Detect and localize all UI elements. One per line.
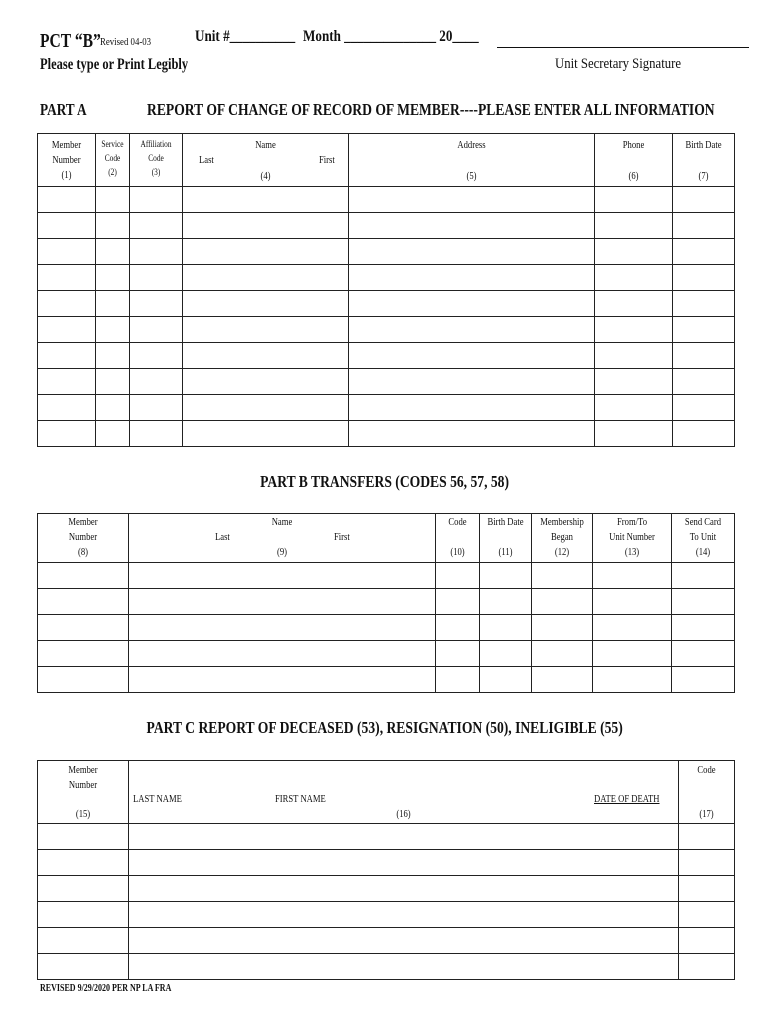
part-a-cell[interactable]: [38, 265, 96, 291]
part-b-row: [38, 589, 735, 615]
part-c-header-row: [38, 761, 735, 824]
part-a-cell[interactable]: [96, 369, 130, 395]
part-b-cell[interactable]: [129, 563, 436, 589]
col-name: Name Last First (9): [129, 514, 436, 563]
part-a-cell[interactable]: [38, 291, 96, 317]
part-b-cell[interactable]: [593, 667, 672, 693]
part-a-row: [38, 395, 735, 421]
part-b-cell[interactable]: [436, 667, 480, 693]
part-b-row: [38, 563, 735, 589]
part-a-cell[interactable]: [38, 343, 96, 369]
col-code: Code (10): [436, 514, 480, 563]
part-a-cell[interactable]: [673, 369, 735, 395]
part-a-cell[interactable]: [183, 369, 349, 395]
part-c-cell[interactable]: [129, 928, 679, 954]
part-a-cell[interactable]: [595, 343, 673, 369]
col-birth-date: Birth Date (11): [480, 514, 532, 563]
part-a-cell[interactable]: [349, 343, 595, 369]
part-b-cell[interactable]: [672, 641, 735, 667]
part-a-cell[interactable]: [595, 421, 673, 447]
part-c-cell[interactable]: [38, 954, 129, 980]
part-a-cell[interactable]: [673, 421, 735, 447]
part-b-title: PART B TRANSFERS (CODES 56, 57, 58): [260, 472, 510, 491]
part-c-cell[interactable]: [679, 850, 735, 876]
part-c-cell[interactable]: [129, 876, 679, 902]
part-a-cell[interactable]: [673, 317, 735, 343]
part-a-cell[interactable]: [595, 213, 673, 239]
signature-line[interactable]: [497, 47, 749, 48]
form-id: PCT “B”: [40, 30, 101, 52]
part-b-cell[interactable]: [593, 615, 672, 641]
part-b-cell[interactable]: [532, 563, 593, 589]
part-b-cell[interactable]: [532, 667, 593, 693]
col-phone: Phone (6): [595, 134, 673, 187]
part-b-cell[interactable]: [480, 615, 532, 641]
part-b-cell[interactable]: [129, 641, 436, 667]
part-b-cell[interactable]: [532, 641, 593, 667]
part-b-cell[interactable]: [480, 563, 532, 589]
part-b-table: [37, 513, 735, 693]
part-a-cell[interactable]: [38, 187, 96, 213]
col-send-card: Send Card To Unit (14): [672, 514, 735, 563]
part-c-cell[interactable]: [679, 824, 735, 850]
part-a-cell[interactable]: [38, 213, 96, 239]
part-b-cell[interactable]: [129, 667, 436, 693]
part-b-cell[interactable]: [436, 641, 480, 667]
part-a-cell[interactable]: [130, 369, 183, 395]
part-b-cell[interactable]: [672, 563, 735, 589]
part-a-cell[interactable]: [130, 421, 183, 447]
part-a-cell[interactable]: [96, 421, 130, 447]
month-field[interactable]: Month ______________ 20____: [303, 28, 479, 45]
part-c-cell[interactable]: [129, 824, 679, 850]
col-membership-began: Membership Began (12): [532, 514, 593, 563]
part-a-cell[interactable]: [673, 239, 735, 265]
col-address: Address (5): [349, 134, 595, 187]
col-affiliation-code: Affiliation Code (3): [130, 134, 183, 187]
unit-field[interactable]: Unit #__________: [195, 28, 296, 45]
part-a-cell[interactable]: [96, 265, 130, 291]
part-a-cell[interactable]: [130, 187, 183, 213]
part-a-cell[interactable]: [38, 421, 96, 447]
part-a-cell[interactable]: [595, 187, 673, 213]
part-c-cell[interactable]: [679, 928, 735, 954]
part-a-cell[interactable]: [96, 213, 130, 239]
part-a-cell[interactable]: [595, 239, 673, 265]
col-from-to-unit: From/To Unit Number (13): [593, 514, 672, 563]
part-b-cell[interactable]: [38, 667, 129, 693]
part-b-row: [38, 615, 735, 641]
col-code: Code (17): [679, 761, 735, 824]
part-a-cell[interactable]: [183, 291, 349, 317]
part-a-cell[interactable]: [183, 265, 349, 291]
part-a-cell[interactable]: [130, 265, 183, 291]
part-c-cell[interactable]: [38, 902, 129, 928]
part-a-row: [38, 213, 735, 239]
part-c-cell[interactable]: [129, 850, 679, 876]
part-b-cell[interactable]: [532, 589, 593, 615]
part-a-cell[interactable]: [673, 395, 735, 421]
instructions: Please type or Print Legibly: [40, 56, 189, 73]
part-c-row: [38, 850, 735, 876]
part-c-cell[interactable]: [38, 824, 129, 850]
part-a-cell[interactable]: [349, 291, 595, 317]
part-a-cell[interactable]: [349, 239, 595, 265]
part-a-row: [38, 343, 735, 369]
part-c-row: [38, 824, 735, 850]
footer-revision: REVISED 9/29/2020 PER NP LA FRA: [40, 983, 172, 994]
part-c-cell[interactable]: [38, 850, 129, 876]
part-b-cell[interactable]: [672, 615, 735, 641]
col-member-number: Member Number (1): [38, 134, 96, 187]
part-b-cell[interactable]: [436, 563, 480, 589]
part-c-row: [38, 928, 735, 954]
part-b-cell[interactable]: [38, 589, 129, 615]
part-c-cell[interactable]: [38, 928, 129, 954]
col-service-code: Service Code (2): [96, 134, 130, 187]
part-b-row: [38, 667, 735, 693]
part-a-row: [38, 291, 735, 317]
part-a-cell[interactable]: [96, 239, 130, 265]
part-a-cell[interactable]: [349, 421, 595, 447]
part-a-cell[interactable]: [130, 317, 183, 343]
part-b-cell[interactable]: [532, 615, 593, 641]
part-a-cell[interactable]: [38, 239, 96, 265]
part-c-cell[interactable]: [679, 954, 735, 980]
part-a-cell[interactable]: [38, 317, 96, 343]
part-a-cell[interactable]: [349, 395, 595, 421]
part-a-row: [38, 187, 735, 213]
part-a-cell[interactable]: [595, 369, 673, 395]
part-a-row: [38, 317, 735, 343]
part-a-cell[interactable]: [673, 187, 735, 213]
part-a-cell[interactable]: [349, 187, 595, 213]
part-c-cell[interactable]: [679, 876, 735, 902]
part-a-cell[interactable]: [130, 239, 183, 265]
part-b-cell[interactable]: [672, 667, 735, 693]
part-a-cell[interactable]: [183, 343, 349, 369]
col-birth-date: Birth Date (7): [673, 134, 735, 187]
part-a-header-row: [38, 134, 735, 187]
part-a-cell[interactable]: [349, 213, 595, 239]
part-b-cell[interactable]: [436, 615, 480, 641]
part-b-cell[interactable]: [436, 589, 480, 615]
part-c-cell[interactable]: [679, 902, 735, 928]
part-a-label: PART A: [40, 100, 87, 119]
part-a-cell[interactable]: [595, 291, 673, 317]
part-a-row: [38, 265, 735, 291]
col-name: Name Last First (4): [183, 134, 349, 187]
part-a-cell[interactable]: [130, 395, 183, 421]
part-c-cell[interactable]: [129, 902, 679, 928]
part-a-cell[interactable]: [595, 317, 673, 343]
part-b-cell[interactable]: [38, 615, 129, 641]
part-b-cell[interactable]: [38, 563, 129, 589]
part-c-cell[interactable]: [129, 954, 679, 980]
part-a-cell[interactable]: [96, 343, 130, 369]
part-a-cell[interactable]: [595, 265, 673, 291]
part-a-cell[interactable]: [349, 265, 595, 291]
part-a-cell[interactable]: [183, 187, 349, 213]
part-b-cell[interactable]: [593, 641, 672, 667]
part-b-cell[interactable]: [593, 589, 672, 615]
part-a-cell[interactable]: [130, 291, 183, 317]
part-c-row: [38, 876, 735, 902]
part-b-cell[interactable]: [480, 667, 532, 693]
part-a-cell[interactable]: [130, 213, 183, 239]
part-b-cell[interactable]: [38, 641, 129, 667]
part-b-row: [38, 641, 735, 667]
part-a-cell[interactable]: [673, 291, 735, 317]
part-a-cell[interactable]: [349, 317, 595, 343]
part-b-cell[interactable]: [129, 615, 436, 641]
part-a-row: [38, 421, 735, 447]
part-b-cell[interactable]: [480, 589, 532, 615]
part-a-cell[interactable]: [183, 239, 349, 265]
part-b-cell[interactable]: [672, 589, 735, 615]
signature-label: Unit Secretary Signature: [555, 56, 682, 72]
part-a-cell[interactable]: [96, 317, 130, 343]
part-a-cell[interactable]: [96, 291, 130, 317]
part-a-row: [38, 369, 735, 395]
part-a-cell[interactable]: [183, 421, 349, 447]
part-a-cell[interactable]: [595, 395, 673, 421]
part-b-cell[interactable]: [593, 563, 672, 589]
part-a-cell[interactable]: [96, 395, 130, 421]
part-a-cell[interactable]: [673, 213, 735, 239]
col-member-number: Member Number (15): [38, 761, 129, 824]
part-c-title: PART C REPORT OF DECEASED (53), RESIGNATION (50), INELIGIBLE (55): [146, 718, 624, 737]
part-c-row: [38, 954, 735, 980]
part-a-cell[interactable]: [183, 317, 349, 343]
part-c-cell[interactable]: [38, 876, 129, 902]
part-a-cell[interactable]: [38, 395, 96, 421]
col-name-date: LAST NAME FIRST NAME DATE OF DEATH (16): [129, 761, 679, 824]
part-c-table: [37, 760, 735, 980]
part-a-cell[interactable]: [130, 343, 183, 369]
part-a-cell[interactable]: [673, 343, 735, 369]
part-a-table: [37, 133, 735, 447]
part-a-cell[interactable]: [673, 265, 735, 291]
part-b-cell[interactable]: [480, 641, 532, 667]
part-a-cell[interactable]: [38, 369, 96, 395]
part-a-cell[interactable]: [183, 395, 349, 421]
part-a-cell[interactable]: [349, 369, 595, 395]
part-a-row: [38, 239, 735, 265]
revised-date: Revised 04-03: [100, 36, 152, 48]
part-a-cell[interactable]: [183, 213, 349, 239]
part-b-cell[interactable]: [129, 589, 436, 615]
part-a-cell[interactable]: [96, 187, 130, 213]
col-member-number: Member Number (8): [38, 514, 129, 563]
part-c-row: [38, 902, 735, 928]
part-b-header-row: [38, 514, 735, 563]
part-a-title: REPORT OF CHANGE OF RECORD OF MEMBER----PLEASE ENTER ALL INFORMATION: [147, 100, 715, 119]
